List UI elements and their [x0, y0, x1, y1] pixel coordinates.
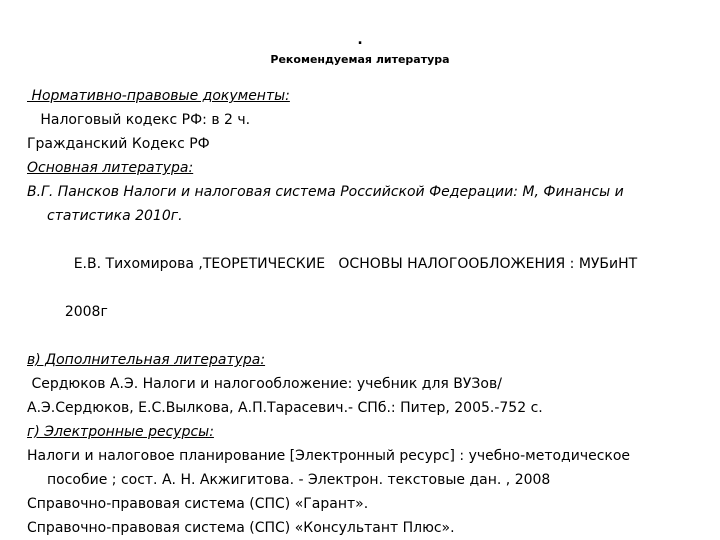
reference-item: Справочно-правовая система (СПС) «Гарант».: [27, 496, 369, 512]
reference-line: 2008г: [64, 304, 108, 320]
page-title: Рекомендуемая литература: [270, 53, 450, 66]
title-dot: .: [357, 32, 363, 48]
reference-item: Сердюков А.Э. Налоги и налогообложение: учебник для ВУЗов/: [27, 376, 502, 392]
reference-line: В.Г. Пансков Налоги и налоговая система Российской Федерации: М, Финансы и: [27, 184, 624, 200]
reference-line: статистика 2010г.: [47, 208, 183, 224]
reference-item: Налоговый кодекс РФ: в 2 ч.: [27, 112, 251, 128]
section-heading-additional: в) Дополнительная литература:: [27, 352, 266, 368]
section-heading-regulatory: Нормативно-правовые документы:: [27, 88, 290, 104]
reference-item: [27, 444, 697, 492]
reference-line: пособие ; сост. А. Н. Акжигитова. - Электрон. текстовые дан. , 2008: [47, 472, 551, 488]
reference-line: Налоги и налоговое планирование [Электронный ресурс] : учебно-методическое: [27, 448, 631, 464]
reference-item: [27, 180, 697, 228]
reference-item: Справочно-правовая система (СПС) «Консультант Плюс».: [27, 520, 455, 536]
reference-item: А.Э.Сердюков, Е.С.Вылкова, А.П.Тарасевич.- СПб.: Питер, 2005.-752 с.: [27, 400, 543, 416]
reference-item: Гражданский Кодекс РФ: [27, 136, 210, 152]
reference-line: Е.В. Тихомирова ,ТЕОРЕТИЧЕСКИЕ ОСНОВЫ НАЛОГООБЛОЖЕНИЯ : МУБиНТ: [64, 256, 638, 272]
section-heading-electronic: г) Электронные ресурсы:: [27, 424, 214, 440]
section-heading-main: Основная литература:: [27, 160, 194, 176]
reference-list: [27, 84, 697, 540]
reference-item: [27, 228, 697, 348]
